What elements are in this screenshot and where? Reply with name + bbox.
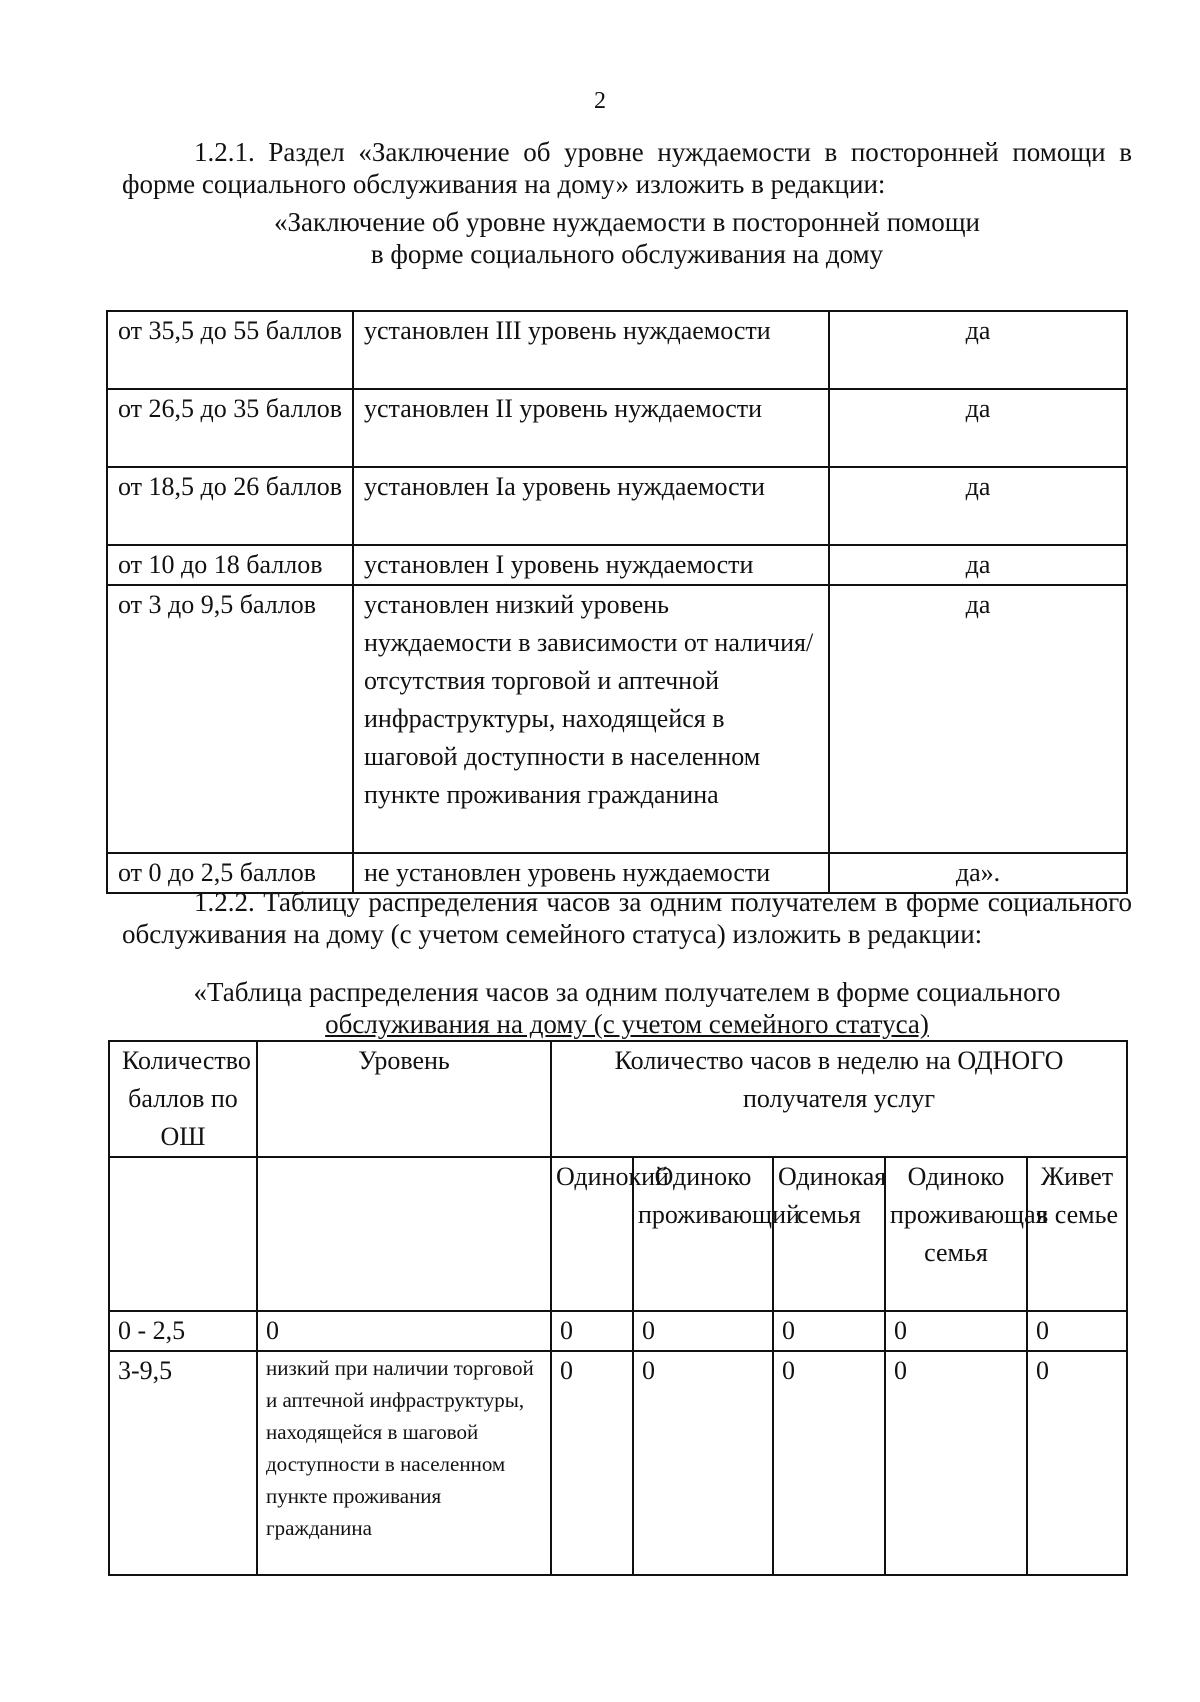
section-1-heading-line-1: «Заключение об уровне нуждаемости в посторонней помощи: [274, 207, 980, 237]
score-cell: от 35,5 до 55 баллов: [107, 311, 353, 389]
subheader-lonely: Одинокий: [551, 1157, 633, 1311]
hours-cell: 0: [1027, 1351, 1127, 1575]
level-cell: низкий при наличии торговой и аптечной инфраструктуры, находящейся в шаговой доступности в населенном пункте проживания гражданина: [257, 1351, 551, 1575]
header-hours: Количество часов в неделю на ОДНОГО получателя услуг: [551, 1041, 1127, 1157]
section-2-heading-line-1: «Таблица распределения часов за одним получателем в форме социального: [193, 977, 1061, 1007]
level-cell: установлен Iа уровень нуждаемости: [353, 467, 829, 545]
need-level-table: [106, 310, 1128, 894]
hours-cell: 0: [633, 1311, 773, 1351]
level-cell: установлен II уровень нуждаемости: [353, 389, 829, 467]
section-1-heading-line-2: в форме социального обслуживания на дому: [370, 239, 884, 269]
score-cell: 3-9,5: [109, 1351, 257, 1575]
subheader-family-living-alone: Одиноко проживающая семья: [885, 1157, 1027, 1311]
header-level: Уровень: [257, 1041, 551, 1157]
score-cell: от 0 до 2,5 баллов: [107, 853, 353, 893]
section-1-paragraph: 1.2.1. Раздел «Заключение об уровне нуждаемости в посторонней помощи в форме социального обслуживания на дому» изложить в редакции:: [122, 137, 1132, 199]
hours-cell: 0: [773, 1311, 885, 1351]
table-row: [109, 1351, 1127, 1575]
subheader-empty: [257, 1157, 551, 1311]
table-row: [107, 389, 1127, 467]
value-cell: да: [829, 545, 1127, 585]
hours-cell: 0: [551, 1351, 633, 1575]
value-cell: да: [829, 467, 1127, 545]
subheader-empty: [109, 1157, 257, 1311]
level-cell: не установлен уровень нуждаемости: [353, 853, 829, 893]
subheader-lonely-family: Одинокая семья: [773, 1157, 885, 1311]
score-cell: 0 - 2,5: [109, 1311, 257, 1351]
value-cell: да: [829, 311, 1127, 389]
hours-distribution-table: [108, 1040, 1128, 1576]
page-number: 2: [594, 88, 606, 114]
score-cell: от 18,5 до 26 баллов: [107, 467, 353, 545]
value-cell: да: [829, 585, 1127, 853]
subheader-living-alone: Одиноко проживающий: [633, 1157, 773, 1311]
header-score: Количество баллов по ОШ: [109, 1041, 257, 1157]
table-subheader-row: [109, 1157, 1127, 1311]
score-cell: от 26,5 до 35 баллов: [107, 389, 353, 467]
table-row: [107, 545, 1127, 585]
section-2-heading: [122, 976, 1132, 1040]
hours-cell: 0: [1027, 1311, 1127, 1351]
hours-cell: 0: [885, 1311, 1027, 1351]
level-cell: установлен III уровень нуждаемости: [353, 311, 829, 389]
level-cell: 0: [257, 1311, 551, 1351]
subheader-lives-in-family: Живет в семье: [1027, 1157, 1127, 1311]
table-row: [107, 467, 1127, 545]
section-1-heading: [122, 206, 1132, 270]
score-cell: от 10 до 18 баллов: [107, 545, 353, 585]
table-header-row: [109, 1041, 1127, 1157]
score-cell: от 3 до 9,5 баллов: [107, 585, 353, 853]
section-2-heading-line-2: обслуживания на дому (с учетом семейного статуса): [325, 1009, 929, 1039]
value-cell: да».: [829, 853, 1127, 893]
value-cell: да: [829, 389, 1127, 467]
level-cell: установлен I уровень нуждаемости: [353, 545, 829, 585]
hours-cell: 0: [551, 1311, 633, 1351]
table-row: [107, 585, 1127, 853]
table-row: [107, 311, 1127, 389]
hours-cell: 0: [773, 1351, 885, 1575]
hours-cell: 0: [633, 1351, 773, 1575]
hours-cell: 0: [885, 1351, 1027, 1575]
section-2-paragraph: 1.2.2. Таблицу распределения часов за одним получателем в форме социального обслуживания на дому (с учетом семейного статуса) изложить в редакции:: [122, 887, 1132, 949]
level-cell: установлен низкий уровень нуждаемости в зависимости от наличия/отсутствия торговой и аптечной инфраструктуры, находящейся в шаговой доступности в населенном пункте проживания гражданина: [353, 585, 829, 853]
table-row: [109, 1311, 1127, 1351]
